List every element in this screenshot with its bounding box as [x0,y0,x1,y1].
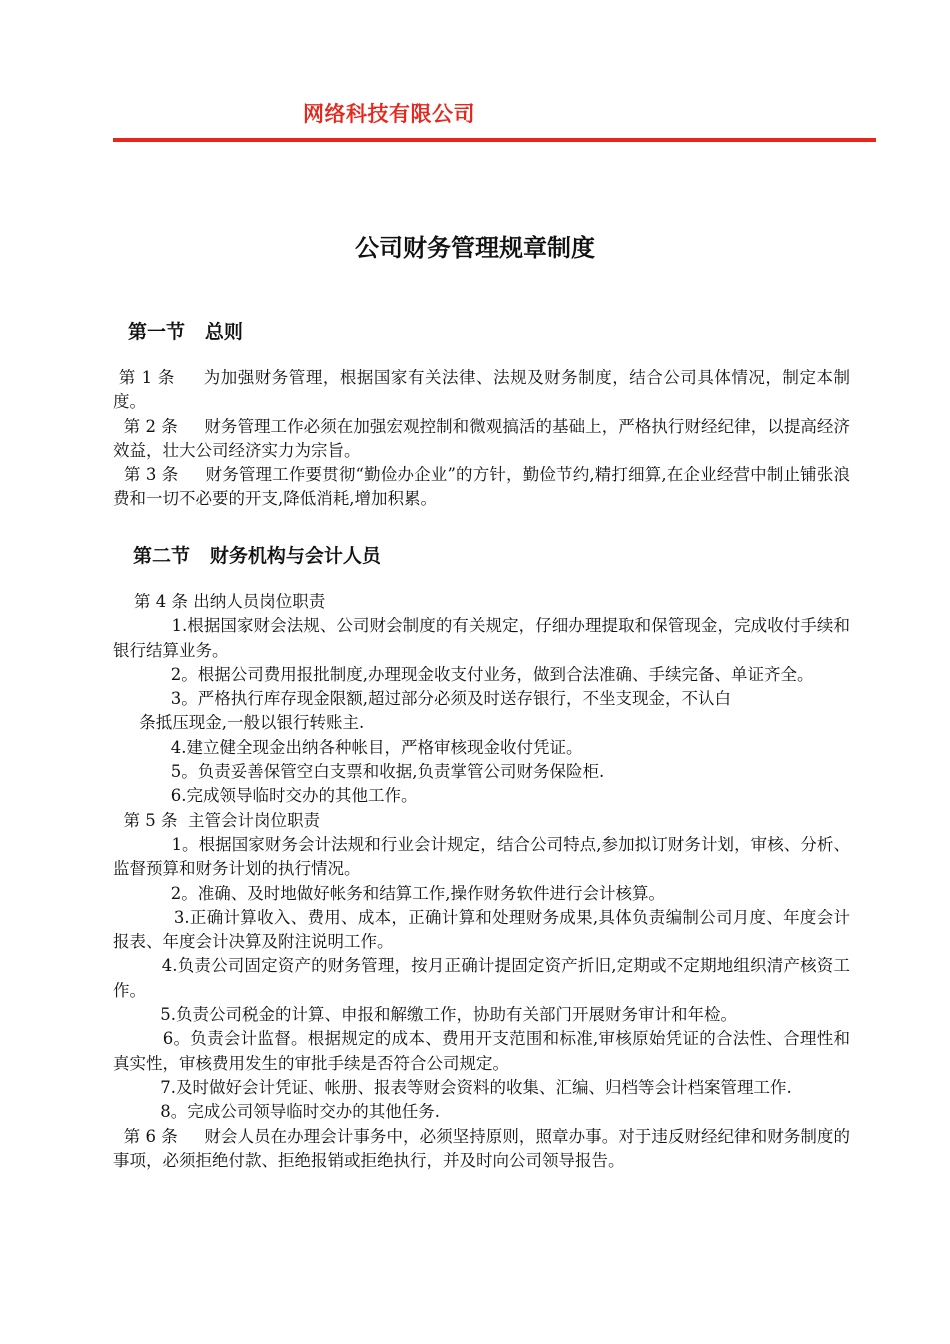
article-5-item-5: 5.负责公司税金的计算、申报和解缴工作，协助有关部门开展财务审计和年检。 [113,1005,737,1025]
section-heading-finance-staff: 第二节 财务机构与会计人员 [133,545,381,567]
section-heading-general: 第一节 总则 [128,321,243,343]
article-5-item-1: 1。根据国家财务会计法规和行业会计规定，结合公司特点,参加拟订财务计划，审核、分析、监督预算和财务计划的执行情况。 [113,834,850,879]
company-name: 网络科技有限公司 [303,102,475,126]
article-4-item-1: 1.根据国家财会法规、公司财会制度的有关规定，仔细办理提取和保管现金，完成收付手续和银行结算业务。 [113,616,850,660]
article-4-title: 第 4 条 出纳人员岗位职责 [113,592,326,611]
article-5-item-3: 3.正确计算收入、费用、成本，正确计算和处理财务成果,具体负责编制公司月度、年度会计报表、年度会计决算及附注说明工作。 [113,907,850,952]
article-5-item-7: 7.及时做好会计凭证、帐册、报表等财会资料的收集、汇编、归档等会计档案管理工作. [113,1077,792,1097]
article-4-item-3a: 3。严格执行库存现金限额,超过部分必须及时送存银行，不坐支现金，不认白 [113,689,731,709]
article-4-item-2: 2。根据公司费用报批制度,办理现金收支付业务，做到合法准确、手续完备、单证齐全。 [113,664,814,684]
article-1: 第 1 条 为加强财务管理，根据国家有关法律、法规及财务制度，结合公司具体情况，制定本制度。 [113,368,851,412]
article-5-title: 第 5 条 主管会计岗位职责 [113,810,320,830]
article-5-item-4: 4.负责公司固定资产的财务管理，按月正确计提固定资产折旧,定期或不定期地组织清产核资工作。 [113,956,850,1000]
section-general-body [113,366,850,512]
article-5-item-8: 8。完成公司领导临时交办的其他任务. [113,1102,440,1122]
article-4-item-4: 4.建立健全现金出纳各种帐目，严格审核现金收付凭证。 [113,737,583,757]
article-5-item-2: 2。准确、及时地做好帐务和结算工作,操作财务软件进行会计核算。 [113,883,665,903]
article-5-item-6: 6。负责会计监督。根据规定的成本、费用开支范围和标准,审核原始凭证的合法性、合理性和真实性，审核费用发生的审批手续是否符合公司规定。 [113,1029,850,1073]
article-4-item-6: 6.完成领导临时交办的其他工作。 [113,786,418,806]
article-4-item-3b: 条抵压现金,一般以银行转账主. [113,713,365,733]
article-2: 第 2 条 财务管理工作必须在加强宏观控制和微观搞活的基础上，严格执行财经纪律，以提高经济效益，壮大公司经济实力为宗旨。 [113,416,850,460]
section-finance-staff-body [113,590,850,1173]
header-divider [113,138,876,142]
article-4-item-5: 5。负责妥善保管空白支票和收据,负责掌管公司财务保险柜. [113,762,605,782]
article-3: 第 3 条 财务管理工作要贯彻“勤俭办企业”的方针，勤俭节约,精打细算,在企业经营中制止铺张浪费和一切不必要的开支,降低消耗,增加积累。 [113,465,850,509]
article-6: 第 6 条 财会人员在办理会计事务中，必须坚持原则，照章办事。对于违反财经纪律和财务制度的事项，必须拒绝付款、拒绝报销或拒绝执行，并及时向公司领导报告。 [113,1126,850,1170]
document-title: 公司财务管理规章制度 [355,234,595,262]
